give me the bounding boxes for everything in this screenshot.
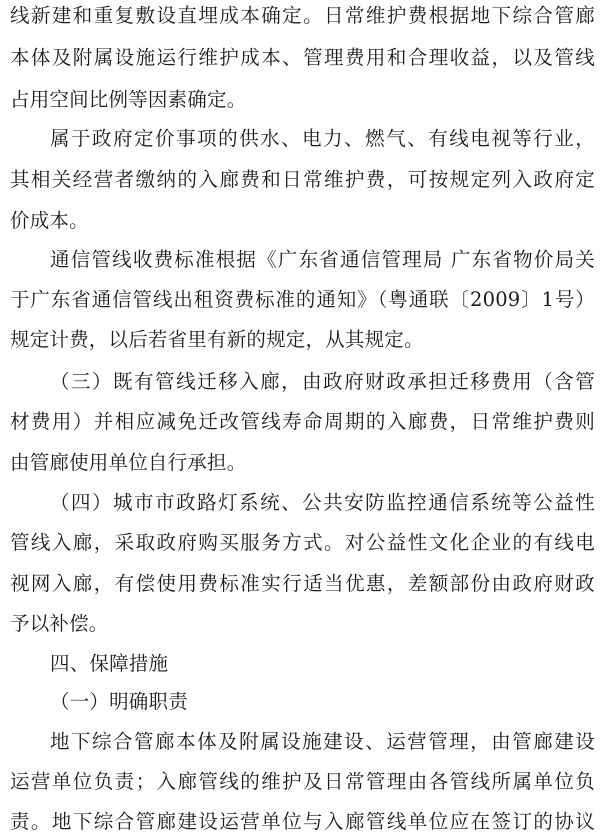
paragraph-start-line: （三）既有管线迁移入廊，由政府财政承担迁移费用（含管	[50, 370, 595, 393]
text-line: 运营单位负责；入廊管线的维护及日常管理由各管线所属单位负	[10, 770, 595, 793]
text-line: 价成本。	[10, 209, 89, 232]
text-line: 本体及附属设施运行维护成本、管理费用和合理收益，以及管线	[10, 46, 595, 69]
paragraph-start-line: （四）城市市政路灯系统、公共安防监控通信系统等公益性	[50, 491, 595, 514]
text-line: 管线入廊，采取政府购买服务方式。对公益性文化企业的有线电	[10, 531, 595, 554]
text-line: 予以补偿。	[10, 612, 109, 635]
text-line: 由管廊使用单位自行承担。	[10, 451, 247, 474]
text-line: 视网入廊，有偿使用费标准实行适当优惠，差额部份由政府财政	[10, 572, 595, 595]
section-heading: 四、保障措施	[50, 652, 169, 675]
text-line: 线新建和重复敷设直埋成本确定。日常维护费根据地下综合管廊	[10, 4, 595, 27]
text-line: 于广东省通信管线出租资费标准的通知》（粤通联〔2009〕1号）	[10, 288, 595, 311]
text-line: 其相关经营者缴纳的入廊费和日常维护费，可按规定列入政府定	[10, 168, 595, 191]
text-line: 责。地下综合管廊建设运营单位与入廊管线单位应在签订的协议	[10, 810, 595, 833]
paragraph-start-line: 属于政府定价事项的供水、电力、燃气、有线电视等行业，	[50, 127, 595, 150]
text-line: 占用空间比例等因素确定。	[10, 88, 247, 111]
text-line: 规定计费，以后若省里有新的规定，从其规定。	[10, 328, 424, 351]
paragraph-start-line: 地下综合管廊本体及附属设施建设、运营管理，由管廊建设	[50, 730, 595, 753]
paragraph-start-line: 通信管线收费标准根据《广东省通信管理局 广东省物价局关	[50, 248, 595, 271]
text-line: 材费用）并相应减免迁改管线寿命周期的入廊费，日常维护费则	[10, 410, 595, 433]
subsection-heading: （一）明确职责	[50, 690, 188, 713]
